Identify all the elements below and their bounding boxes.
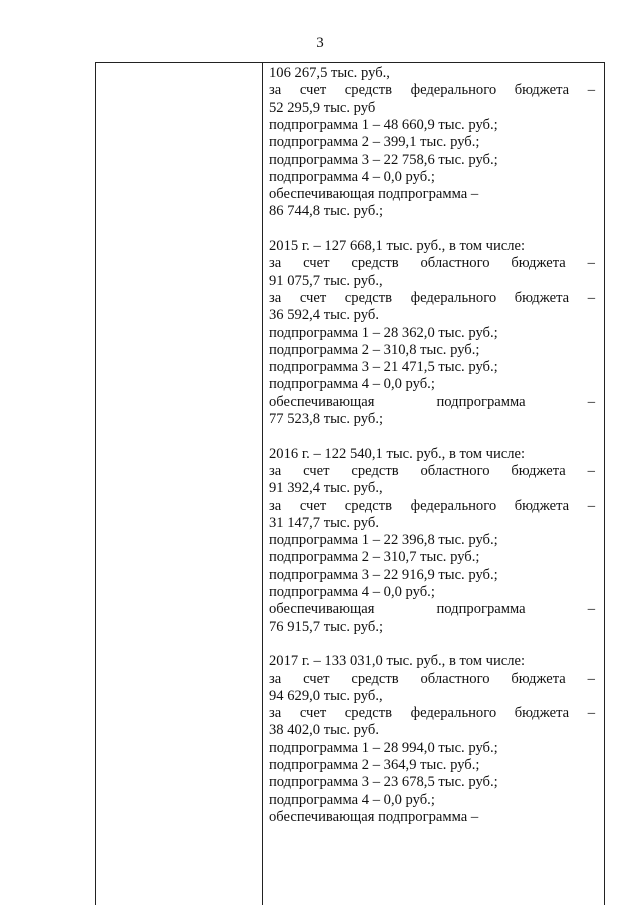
text-segment: – <box>587 289 595 306</box>
text-segment: 106 267,5 тыс. руб., <box>269 65 390 81</box>
text-line <box>269 740 595 757</box>
text-line <box>269 515 595 532</box>
text-segment: за <box>269 705 282 722</box>
text-segment: средств <box>351 255 399 272</box>
text-segment: средств <box>344 82 393 99</box>
text-segment: 91 075,7 тыс. руб., <box>269 272 383 289</box>
text-segment: 2015 г. – 127 668,1 тыс. руб., в том числе: <box>269 238 526 254</box>
text-line <box>269 498 595 515</box>
text-line <box>269 100 595 117</box>
text-segment: за <box>269 255 282 272</box>
text-segment: подпрограмма 2 – 364,9 тыс. руб.; <box>269 757 480 773</box>
text-line <box>269 722 595 739</box>
text-line <box>269 653 595 670</box>
text-segment: средств <box>344 705 393 722</box>
text-segment: обеспечивающая подпрограмма – <box>269 186 479 203</box>
text-segment: подпрограмма 1 – 28 994,0 тыс. руб.; <box>269 739 498 756</box>
text-segment: бюджета <box>511 462 566 479</box>
text-line <box>269 619 595 636</box>
text-segment: подпрограмма 3 – 22 758,6 тыс. руб.; <box>269 151 498 168</box>
text-line <box>269 376 595 393</box>
text-segment: средств <box>351 670 399 687</box>
text-segment: – <box>587 255 595 272</box>
text-segment: подпрограмма 4 – 0,0 руб.; <box>269 584 435 600</box>
text-segment: – <box>587 497 595 514</box>
text-line <box>269 601 595 618</box>
text-segment: подпрограмма 3 – 21 471,5 тыс. руб.; <box>269 359 498 376</box>
text-segment: обеспечивающая подпрограмма – <box>269 808 479 825</box>
text-segment: – <box>587 462 595 479</box>
text-line <box>269 394 595 411</box>
text-segment: средств <box>344 497 393 514</box>
text-line <box>269 169 595 186</box>
text-segment: подпрограмма 1 – 48 660,9 тыс. руб.; <box>269 116 498 133</box>
text-segment: за <box>269 82 282 99</box>
text-segment: подпрограмма 2 – 399,1 тыс. руб.; <box>269 134 480 151</box>
text-segment: 36 592,4 тыс. руб. <box>269 307 379 324</box>
text-segment: 2016 г. – 122 540,1 тыс. руб., в том числе: <box>269 445 526 462</box>
text-segment: федерального <box>410 289 497 306</box>
text-segment: 31 147,7 тыс. руб. <box>269 514 379 531</box>
text-segment: подпрограмма 3 – 22 916,9 тыс. руб.; <box>269 566 498 583</box>
text-segment: за <box>269 462 282 479</box>
text-segment: подпрограмма 1 – 22 396,8 тыс. руб.; <box>269 532 498 549</box>
text-segment: бюджета <box>511 670 566 687</box>
text-segment: – <box>587 393 595 410</box>
text-segment: федерального <box>410 82 497 99</box>
text-segment: 86 744,8 тыс. руб.; <box>269 203 384 220</box>
text-segment: счет <box>303 255 330 272</box>
text-line <box>269 411 595 428</box>
text-segment: бюджета <box>514 497 570 514</box>
text-segment: за <box>269 497 282 514</box>
text-line <box>269 307 595 324</box>
text-segment: областного <box>420 670 490 687</box>
text-line <box>269 82 595 99</box>
text-segment: за <box>269 670 282 687</box>
text-line <box>269 65 595 82</box>
text-segment: средств <box>351 462 399 479</box>
page-number: 3 <box>316 35 324 51</box>
text-segment: – <box>587 601 595 618</box>
text-line <box>269 809 595 826</box>
text-line <box>269 792 595 809</box>
text-line <box>269 463 595 480</box>
text-line <box>269 203 595 220</box>
text-segment: 91 392,4 тыс. руб., <box>269 480 383 497</box>
text-segment: бюджета <box>514 705 570 722</box>
text-segment: 77 523,8 тыс. руб.; <box>269 411 384 427</box>
text-line <box>269 671 595 688</box>
text-segment: 52 295,9 тыс. руб <box>269 99 376 116</box>
table-cell-right <box>269 63 595 905</box>
text-segment: подпрограмма 4 – 0,0 руб.; <box>269 168 435 185</box>
text-segment: 76 915,7 тыс. руб.; <box>269 618 384 635</box>
text-segment: областного <box>420 255 490 272</box>
text-segment: счет <box>299 289 327 306</box>
text-segment: средств <box>344 289 393 306</box>
text-segment: бюджета <box>514 82 570 99</box>
text-line <box>269 446 595 463</box>
document-table <box>95 62 605 905</box>
text-line <box>269 152 595 169</box>
text-segment: бюджета <box>511 255 566 272</box>
text-segment: бюджета <box>514 289 570 306</box>
text-line <box>269 359 595 376</box>
text-segment: – <box>587 670 595 687</box>
text-segment: счет <box>299 705 327 722</box>
text-segment: обеспечивающая <box>269 393 375 410</box>
text-line <box>269 273 595 290</box>
text-line <box>269 705 595 722</box>
text-segment: за <box>269 289 282 306</box>
blank-line <box>269 221 595 238</box>
text-line <box>269 549 595 566</box>
text-segment: подпрограмма 3 – 23 678,5 тыс. руб.; <box>269 774 498 791</box>
text-line <box>269 584 595 601</box>
text-segment: счет <box>303 462 330 479</box>
text-segment: подпрограмма <box>436 601 526 618</box>
text-line <box>269 757 595 774</box>
text-line <box>269 567 595 584</box>
text-segment: подпрограмма <box>436 393 526 410</box>
text-segment: 94 629,0 тыс. руб., <box>269 687 383 704</box>
text-line <box>269 255 595 272</box>
text-segment: подпрограмма 2 – 310,8 тыс. руб.; <box>269 341 480 358</box>
text-segment: – <box>587 705 595 722</box>
text-segment: счет <box>299 497 327 514</box>
text-line <box>269 688 595 705</box>
text-segment: 2017 г. – 133 031,0 тыс. руб., в том числе: <box>269 653 526 670</box>
text-segment: подпрограмма 4 – 0,0 руб.; <box>269 791 435 808</box>
text-segment: областного <box>420 462 490 479</box>
text-line <box>269 134 595 151</box>
text-line <box>269 186 595 203</box>
text-segment: подпрограмма 1 – 28 362,0 тыс. руб.; <box>269 324 498 341</box>
text-segment: федерального <box>410 497 497 514</box>
table-cell-left <box>96 63 263 905</box>
text-line <box>269 342 595 359</box>
text-segment: счет <box>303 670 330 687</box>
text-segment: федерального <box>410 705 497 722</box>
blank-line <box>269 428 595 445</box>
text-line <box>269 532 595 549</box>
text-segment: – <box>587 82 595 99</box>
text-line <box>269 238 595 255</box>
text-line <box>269 290 595 307</box>
text-segment: счет <box>299 82 327 99</box>
text-line <box>269 774 595 791</box>
text-line <box>269 117 595 134</box>
text-segment: подпрограмма 4 – 0,0 руб.; <box>269 376 435 393</box>
text-segment: 38 402,0 тыс. руб. <box>269 722 379 739</box>
text-line <box>269 480 595 497</box>
text-line <box>269 325 595 342</box>
text-segment: подпрограмма 2 – 310,7 тыс. руб.; <box>269 549 480 566</box>
text-segment: обеспечивающая <box>269 601 375 618</box>
blank-line <box>269 636 595 653</box>
